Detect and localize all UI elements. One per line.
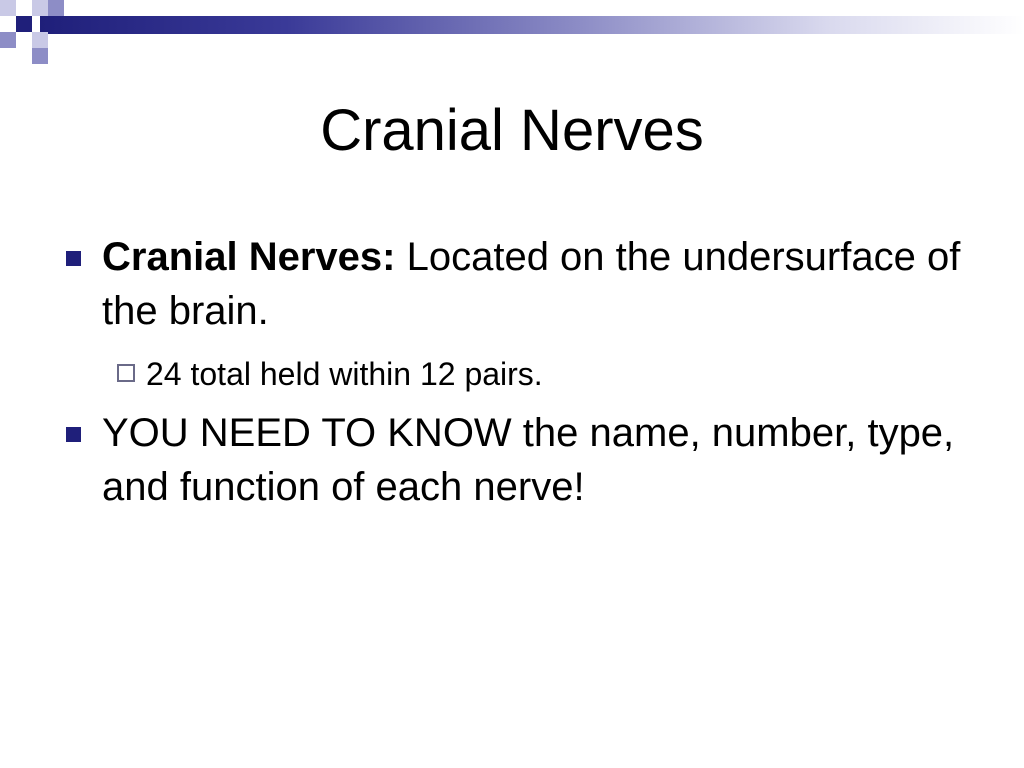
bullet-list bbox=[60, 230, 980, 514]
bullet-text: YOU NEED TO KNOW the name, number, type, and function of each nerve! bbox=[102, 411, 955, 509]
bullet-lead: Cranial Nerves: bbox=[102, 235, 396, 279]
slide-title: Cranial Nerves bbox=[320, 98, 704, 163]
hollow-square-icon bbox=[117, 364, 135, 382]
decor-square-light bbox=[32, 0, 48, 16]
decor-square-mid bbox=[48, 0, 64, 16]
header-gradient-bar bbox=[40, 16, 1024, 34]
decor-square-dark bbox=[16, 16, 32, 32]
sub-bullet-text: 24 total held within 12 pairs. bbox=[146, 356, 543, 392]
bullet-item bbox=[60, 230, 980, 338]
decor-square-light bbox=[32, 32, 48, 48]
sub-bullet-item bbox=[60, 352, 980, 396]
decor-square-mid bbox=[0, 32, 16, 48]
decor-square-light bbox=[0, 0, 16, 16]
decor-square-mid bbox=[32, 48, 48, 64]
bullet-text: Located on the undersurface of the brain. bbox=[102, 235, 961, 333]
bullet-item bbox=[60, 406, 980, 514]
filled-square-icon bbox=[66, 427, 81, 442]
filled-square-icon bbox=[66, 251, 81, 266]
